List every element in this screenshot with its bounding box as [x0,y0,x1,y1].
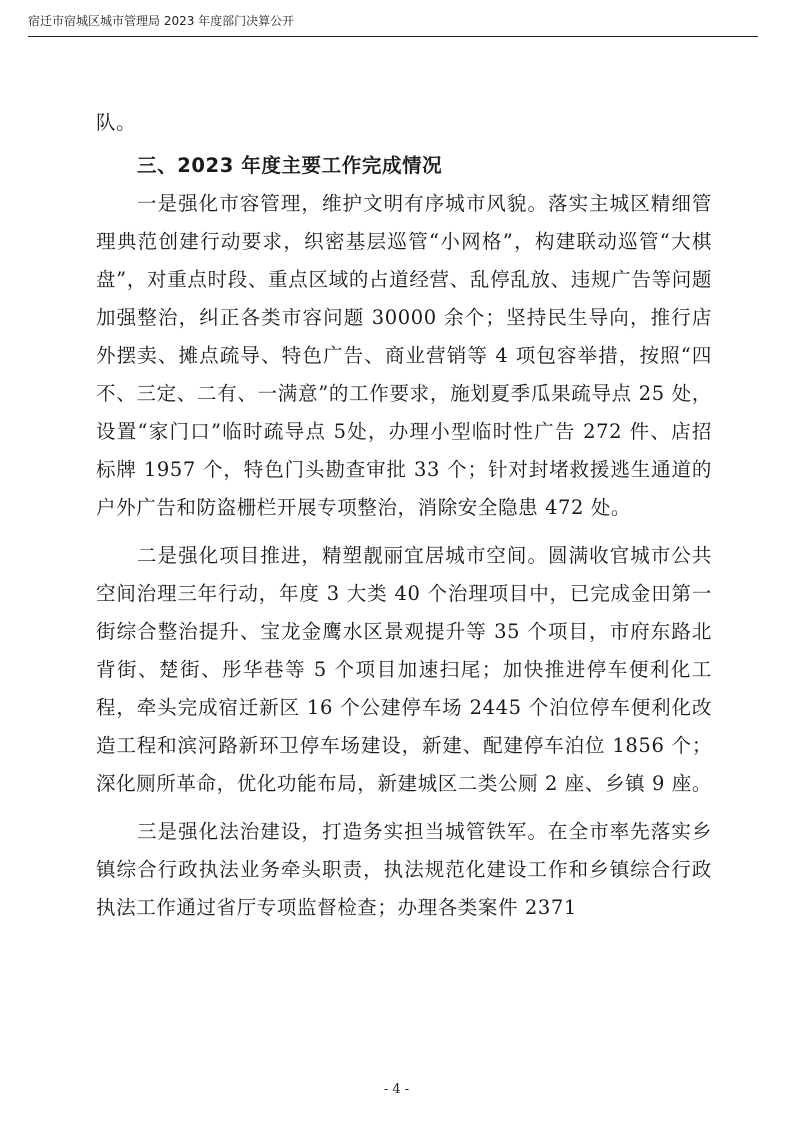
header-divider [28,36,758,37]
page-number: - 4 - [383,1082,410,1097]
paragraph-city-appearance: 一是强化市容管理，维护文明有序城市风貌。落实主城区精细管理典范创建行动要求，织密基层巡管“小网格”，构建联动巡管“大棋盘”，对重点时段、重点区域的占道经营、乱停乱放、违规广告等问题加强整治，纠正各类市容问题 30000 余个；坚持民生导向，推行店外摆卖、摊点疏导、特色广告、商业营销等 4 项包容举措，按照“四不、三定、二有、一满意”的工作要求，施划夏季瓜果疏导点 25 处，设置“家门口”临时疏导点 5处，办理小型临时性广告 272 件、店招标牌 1957 个，特色门头勘查审批 33 个；针对封堵救援逃生通道的户外广告和防盗栅栏开展专项整治，消除安全隐患 472 处。 [96,192,712,519]
continuation-text: 队。 [96,111,137,134]
document-body [96,104,712,927]
paragraph-project-promotion: 二是强化项目推进，精塑靓丽宜居城市空间。圆满收官城市公共空间治理三年行动，年度 3 大类 40 个治理项目中，已完成金田第一街综合整治提升、宝龙金鹰水区景观提升等 35 个项目，市府东路北背街、楚街、彤华巷等 5 个项目加速扫尾；加快推进停车便利化工程，牵头完成宿迁新区 16 个公建停车场 2445 个泊位停车便利化改造工程和滨河路新环卫停车场建设，新建、配建停车泊位 1856 个；深化厕所革命，优化功能布局，新建城区二类公厕 2 座、乡镇 9 座。 [96,544,713,795]
paragraph-rule-of-law: 三是强化法治建设，打造务实担当城管铁军。在全市率先落实乡镇综合行政执法业务牵头职责，执法规范化建设工作和乡镇综合行政执法工作通过省厅专项监督检查；办理各类案件 2371 [96,820,712,919]
section-heading: 三、2023 年度主要工作完成情况 [137,154,443,177]
document-header: 宿迁市宿城区城市管理局 2023 年度部门决算公开 [28,14,295,28]
